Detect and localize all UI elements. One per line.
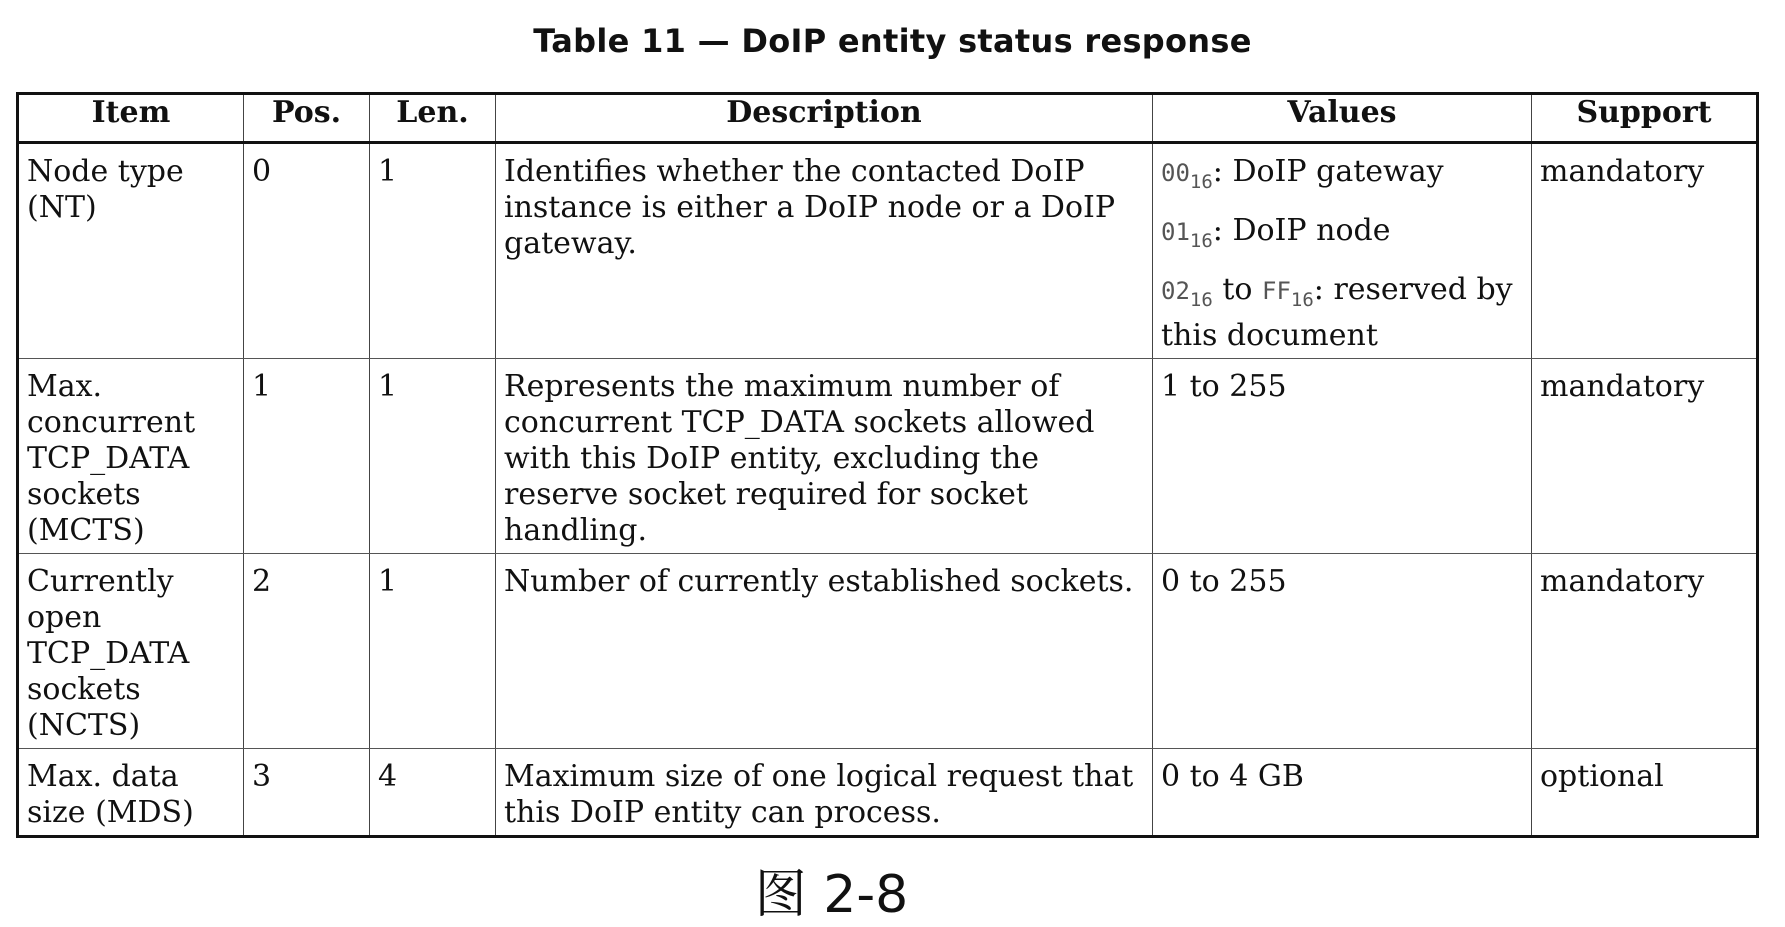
cell-support: mandatory [1532, 359, 1758, 554]
value-line-gateway [1161, 154, 1523, 200]
value-text: : reserved by this document [1161, 272, 1513, 353]
cell-len: 1 [370, 554, 496, 749]
cell-values [1153, 143, 1532, 359]
header-item: Item [18, 94, 244, 143]
cell-support: optional [1532, 749, 1758, 837]
table-row [18, 554, 1758, 749]
value-line-reserved [1161, 272, 1523, 354]
table-row [18, 143, 1758, 359]
cell-pos: 1 [244, 359, 370, 554]
header-pos: Pos. [244, 94, 370, 143]
cell-pos: 2 [244, 554, 370, 749]
value-subscript: 16 [1189, 289, 1213, 311]
value-code: 02 [1161, 277, 1190, 305]
cell-support: mandatory [1532, 554, 1758, 749]
cell-values: 0 to 255 [1153, 554, 1532, 749]
figure-caption: 图 2-8 [754, 865, 909, 925]
cell-values: 0 to 4 GB [1153, 749, 1532, 837]
value-subscript: 16 [1189, 230, 1213, 252]
cell-description: Represents the maximum number of concurrent TCP_DATA sockets allowed with this DoIP entity, excluding the reserve socket required for socket handling. [496, 359, 1153, 554]
header-len: Len. [370, 94, 496, 143]
cell-description: Maximum size of one logical request that this DoIP entity can process. [496, 749, 1153, 837]
cell-item: Node type (NT) [18, 143, 244, 359]
doip-entity-status-table [16, 92, 1759, 838]
cell-item: Max. concurrent TCP_DATA sockets (MCTS) [18, 359, 244, 554]
cell-pos: 0 [244, 143, 370, 359]
cell-values: 1 to 255 [1153, 359, 1532, 554]
value-text: to [1212, 272, 1262, 307]
header-values: Values [1153, 94, 1532, 143]
header-support: Support [1532, 94, 1758, 143]
cell-len: 1 [370, 143, 496, 359]
value-subscript: 16 [1189, 171, 1213, 193]
header-row [18, 94, 1758, 143]
table-row [18, 359, 1758, 554]
cell-item: Currently open TCP_DATA sockets (NCTS) [18, 554, 244, 749]
value-code: 00 [1161, 159, 1190, 187]
cell-len: 4 [370, 749, 496, 837]
cell-description: Identifies whether the contacted DoIP instance is either a DoIP node or a DoIP gateway. [496, 143, 1153, 359]
value-code: FF [1262, 277, 1291, 305]
value-subscript: 16 [1290, 289, 1314, 311]
table-title: Table 11 — DoIP entity status response [533, 22, 1252, 60]
table-row [18, 749, 1758, 837]
cell-description: Number of currently established sockets. [496, 554, 1153, 749]
value-line-node [1161, 213, 1523, 259]
value-text: : DoIP node [1212, 213, 1391, 248]
cell-support: mandatory [1532, 143, 1758, 359]
header-description: Description [496, 94, 1153, 143]
cell-pos: 3 [244, 749, 370, 837]
value-text: : DoIP gateway [1212, 154, 1444, 189]
value-code: 01 [1161, 218, 1190, 246]
cell-item: Max. data size (MDS) [18, 749, 244, 837]
cell-len: 1 [370, 359, 496, 554]
